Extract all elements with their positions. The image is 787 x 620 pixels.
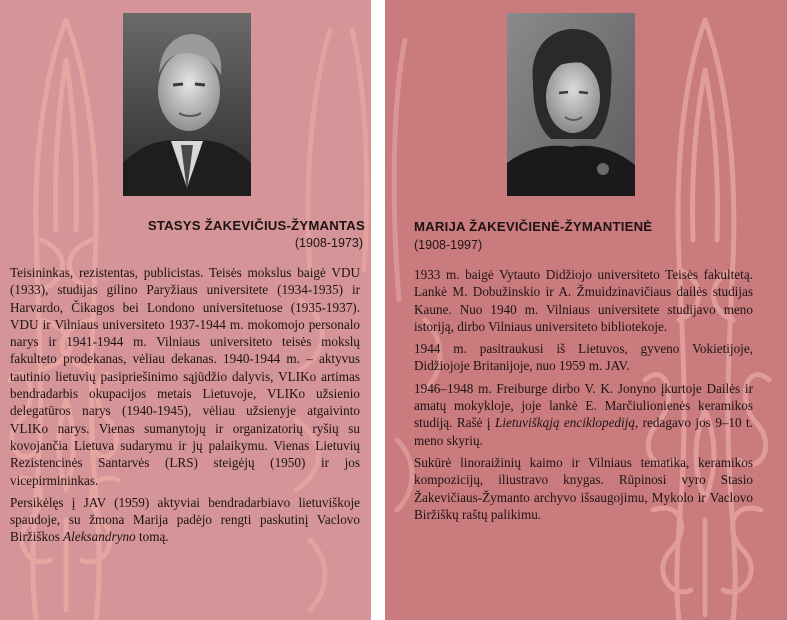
biography-paragraph: 1933 m. baigė Vytauto Didžiojo universiteto Teisės fakultetą. Lankė M. Dobužinskio ir A. Žmuidzinavičiaus dailės studijas Kaune. Nuo 1940 m. Vilniaus universitete studijavo meno istoriją, dirbo Vilniaus universiteto bibliotekoje. [414, 267, 753, 334]
portrait-photo-man [123, 13, 251, 196]
left-biography-panel [0, 0, 371, 620]
biography-text [10, 264, 360, 546]
person-name: MARIJA ŽAKEVIČIENĖ-ŽYMANTIENĖ [414, 219, 653, 234]
biography-paragraph: Sukūrė linoraižinių kaimo ir Vilniaus tematika, keramikos kompozicijų, iliustravo knygas. Rūpinosi vyro Stasio Žakevičiaus-Žymanto archyvo išsaugojimu, Mykolo ir Vaclovo Biržiškų raštų palikimu. [414, 454, 753, 522]
life-years: (1908-1997) [414, 238, 483, 252]
biography-text [414, 266, 753, 523]
book-title: Aleksandryno [63, 529, 136, 545]
encyclopedia-title: Lietuviškąją enciklopediją [495, 415, 635, 431]
biography-paragraph: Persikėlęs į JAV (1959) aktyviai bendradarbiavo lietuviškoje spaudoje, su žmona Marija padėjo rengti paskutinį Vaclovo Biržiškos Aleksandryno tomą. [10, 494, 360, 545]
portrait-woman-icon [507, 13, 635, 196]
right-biography-panel [385, 0, 787, 620]
life-years: (1908-1973) [294, 236, 363, 250]
biography-paragraph: 1944 m. pasitraukusi iš Lietuvos, gyveno Vokietijoje, Didžiojoje Britanijoje, nuo 1959 m. JAV. [414, 341, 753, 374]
biography-paragraph: 1946–1948 m. Freiburge dirbo V. K. Jonyno įkurtoje Dailės ir amatų mokykloje, joje lankė E. Marčiulionienės keramikos studiją. Rašė į Lietuviškąją enciklopediją, redagavo jos 9–10 t. meno skyrių. [414, 380, 753, 448]
portrait-man-icon [123, 13, 251, 196]
portrait-photo-woman [507, 13, 635, 196]
biography-paragraph: Teisininkas, rezistentas, publicistas. Teisės mokslus baigė VDU (1933), studijas gilino Paryžiaus universitete (1934-1935) ir Harvardo, Čikagos bei Londono universitetuose (1935-1937). VDU ir Vilniaus universiteto 1937-1944 m. mokomojo personalo narys ir 1941-1944 m. Vilniaus universiteto teisės mokslų fakulteto prodekanas, vėliau dekanas. 1940-1944 m. – aktyvus tautinio lietuvių pasipriešinimo sąjūdžio dalyvis, VLIKo artimas bendradarbis okupacijos metais Lietuvoje, VLIKo užsienio delegatūros narys (1940-1945), vėliau užsienyje atgaivinto VLIKo narys. Vienas sumanytojų ir organizatorių ryšių su kovojančia Lietuva sudarymu ir jų palaikymu. Vienas Lietuvių Rezistencinės Santarvės (LRS) steigėjų (1950) ir jos vicepirmininkas. [10, 265, 360, 488]
person-name: STASYS ŽAKEVIČIUS-ŽYMANTAS [147, 218, 365, 233]
